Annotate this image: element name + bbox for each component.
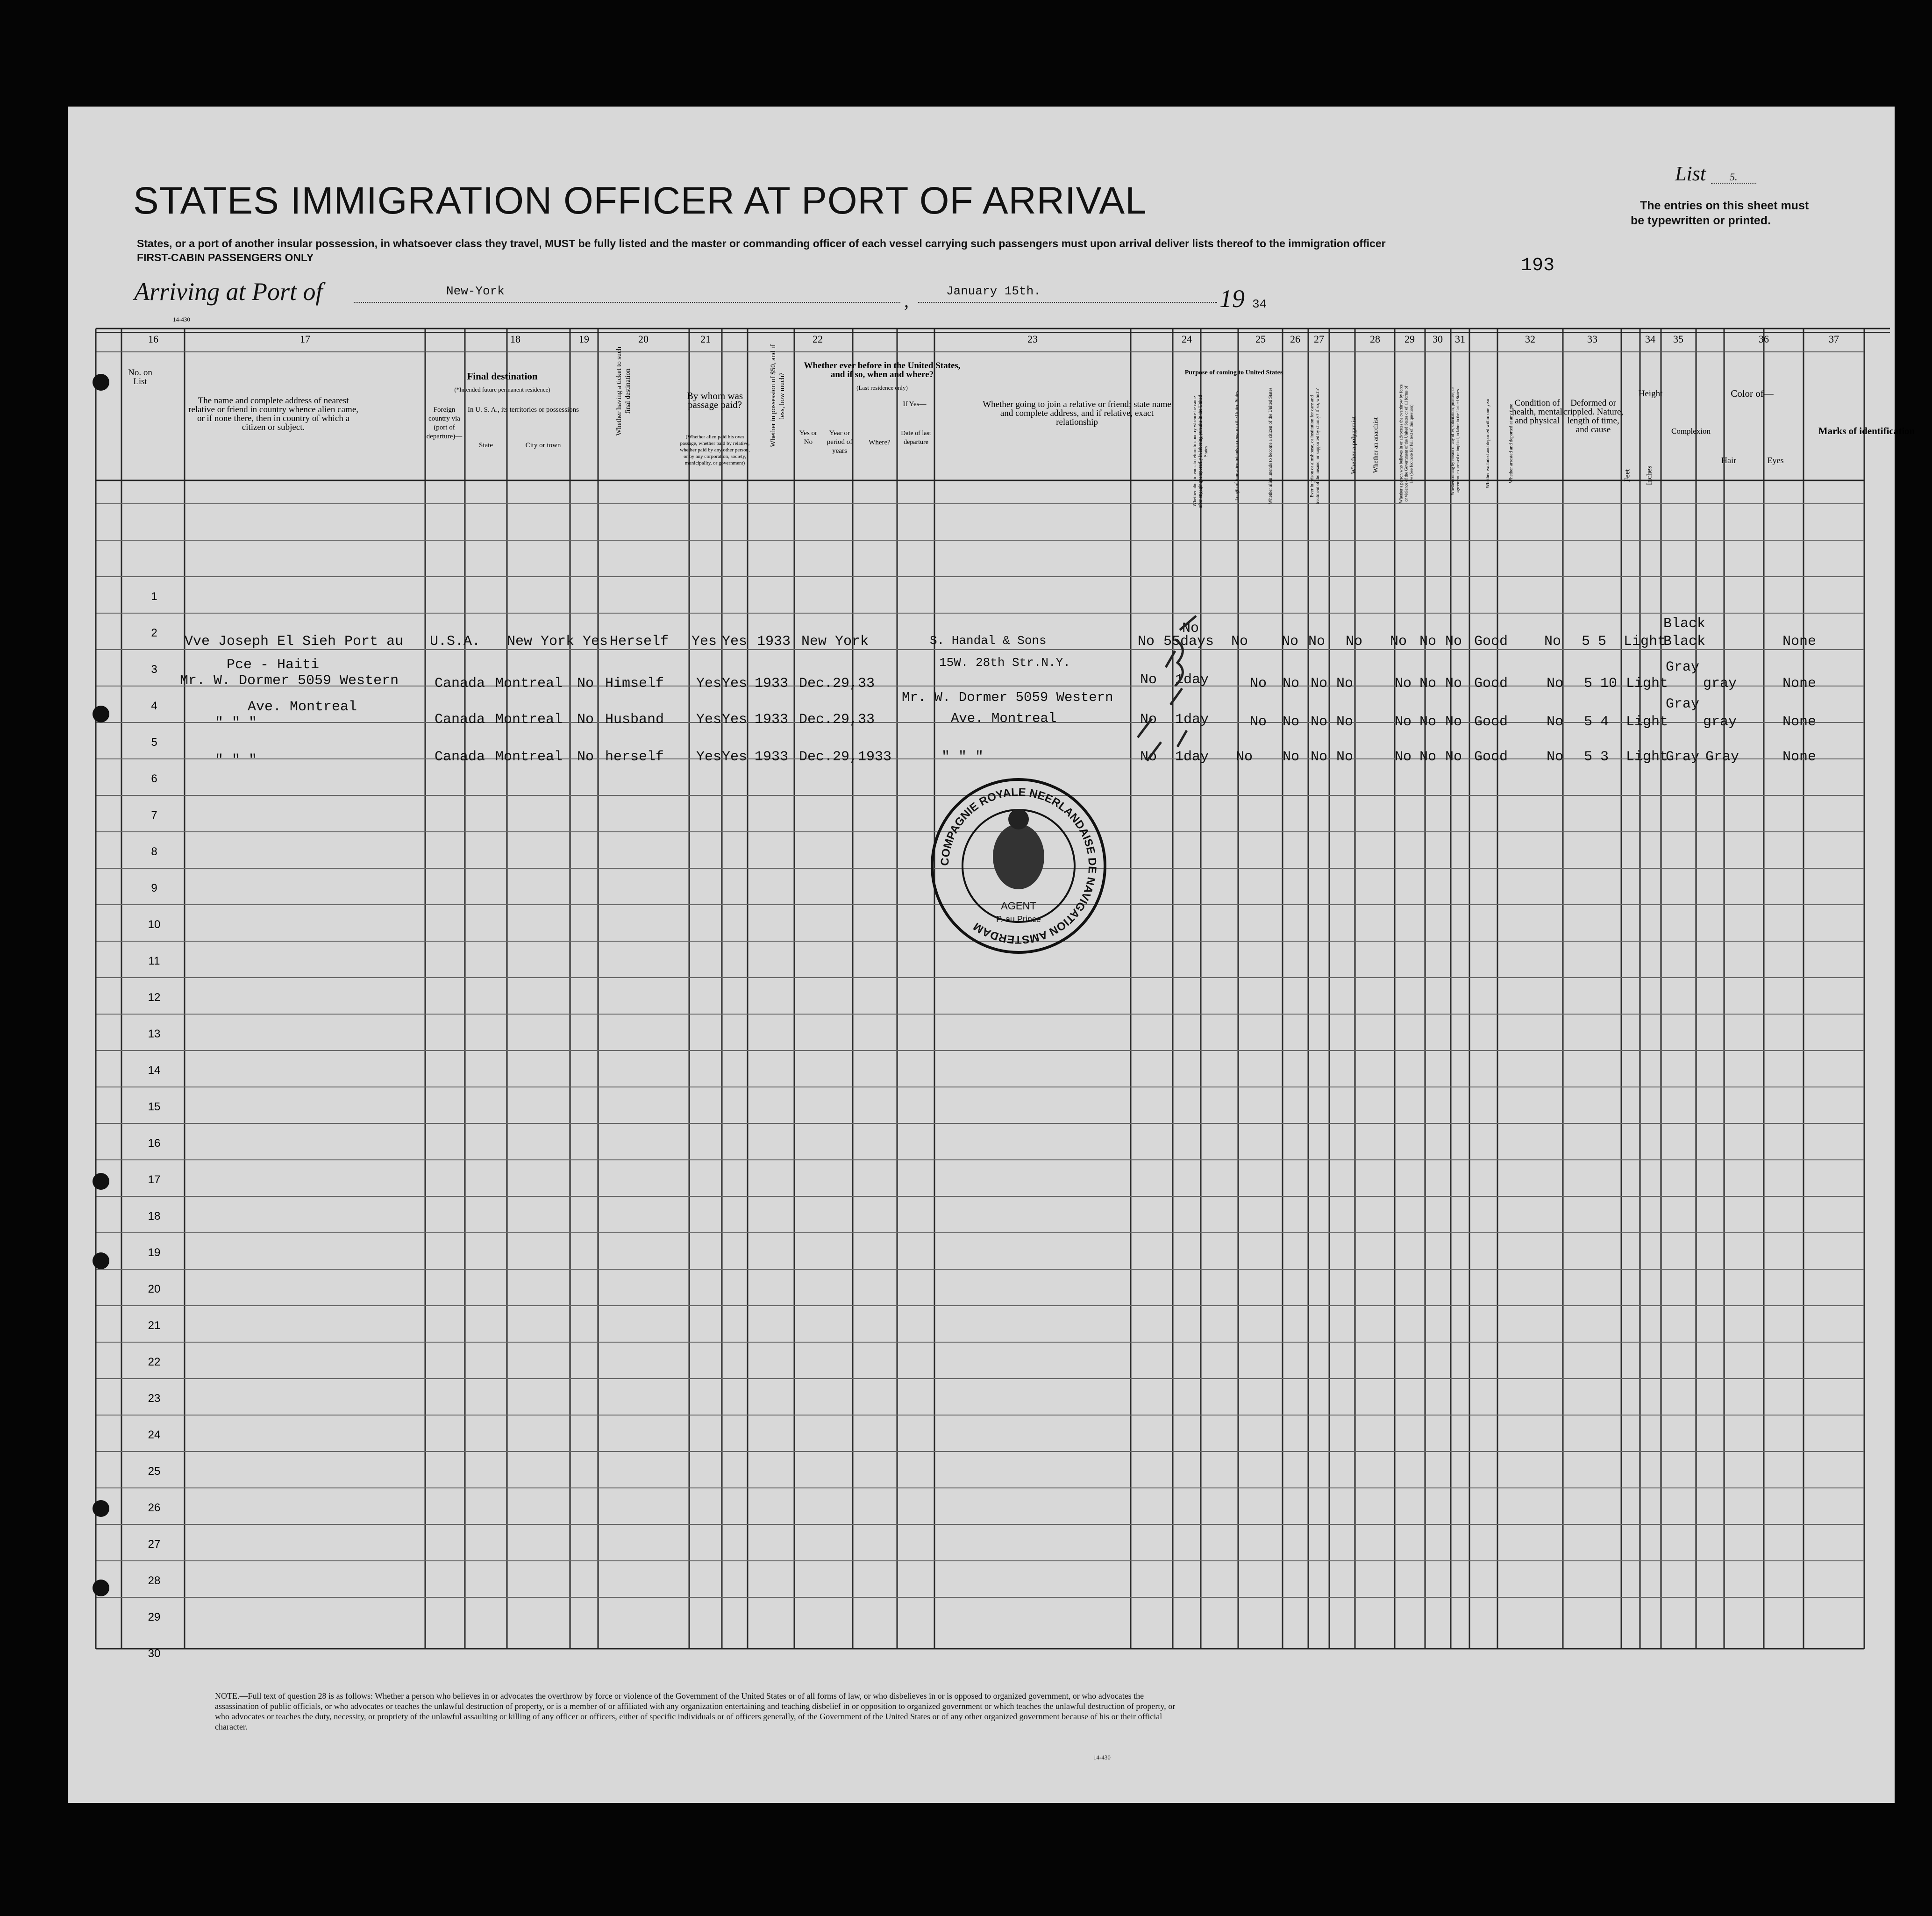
r4-ticket: No [577,749,594,765]
r1-before: Yes [722,634,748,650]
row-number: 19 [148,1246,161,1259]
row-number: 17 [148,1173,161,1186]
typewritten-note-2: be typewritten or printed. [1631,214,1771,227]
r1-polygamist: No [1282,634,1299,650]
r2-feet: 5 [1584,676,1593,692]
col22-where: Where? [869,439,891,446]
row-number: 14 [148,1064,161,1077]
r4-deported: No [1445,749,1462,765]
r2-paid-by: Himself [605,676,664,692]
column-number: 23 [1027,333,1038,345]
col36-hair: Hair [1721,456,1736,465]
r1-eyes: Black [1663,634,1706,650]
col31-head: Whether arrested and deported at any time [1509,404,1514,483]
r2-eyes: gray [1703,676,1737,692]
r3-paid-by: Husband [605,712,664,728]
list-number: 5. [1711,171,1756,184]
bracket-marks [1138,630,1198,770]
r2-hair: Gray [1666,659,1700,675]
r1-excluded: No [1419,634,1437,650]
typewritten-note-1: The entries on this sheet must [1640,199,1809,212]
col37-head: Marks of identification [1818,425,1915,436]
row-number: 27 [148,1538,161,1551]
col35-head: Complexion [1671,427,1711,436]
r4-city: Montreal [495,749,563,765]
binder-hole [93,1580,109,1596]
r2-deported: No [1445,676,1462,692]
col16-head: No. on List [128,368,152,386]
r2-health: Good [1474,676,1508,692]
column-number: 31 [1455,333,1465,345]
year-suffix: 34 [1252,297,1267,311]
r3-city: Montreal [495,712,563,728]
col24-c: Whether alien intends to become a citizen of the United States [1268,387,1273,504]
r4-before: Yes [722,749,748,765]
column-number: 17 [300,333,310,345]
r4-date: Dec.29,1933 [799,749,892,765]
r4-marks: None [1782,749,1817,765]
col18-city: City or town [525,442,561,449]
form-code-top: 14-430 [173,316,190,323]
col23-head: Whether going to join a relative or friend; state name and complete address, and if relative, exact relationship [983,400,1171,427]
column-number: 25 [1255,333,1266,345]
column-number: 33 [1587,333,1597,345]
r4-join: " " " [941,749,984,765]
r3-overthrow: No [1336,714,1354,730]
r1-paid-by: Herself [610,634,669,650]
r3-hair: Gray [1666,696,1700,712]
r4-purpose: No [1140,749,1157,765]
row-number: 11 [148,955,160,967]
r4-anarchist: No [1311,749,1328,765]
footnote: NOTE.—Full text of question 28 is as follows: Whether a person who believes in or advocates the overthrow by force or violence of the Government of the United States or of all forms of law, or who disbelieves in or is opposed to organized government, or who advocates the assassination of public officials, or who advocates or teaches the unlawful destruction of property, or is a member of or affiliated with any organization entertaining and teaching disbelief in or opposition to organized government or which teaches the unlawful destruction of property, or who advocates or teaches the duty, necessity, or propriety of the unlawful assaulting or killing of any officer or officers, either of specific individuals or of officers generally, of the Government of the United States or of any other organized government because of his or their official character. [215,1691,1176,1731]
column-number: 37 [1829,333,1839,345]
row-number: 25 [148,1465,161,1478]
r3-purpose: No [1140,712,1157,728]
column-number: 22 [813,333,823,345]
r2-fifty: Yes [696,676,722,692]
r1-complexion: Light [1624,634,1666,650]
column-number: 29 [1404,333,1415,345]
column-number: 26 [1290,333,1300,345]
row-number: 24 [148,1429,161,1441]
column-number: 34 [1645,333,1655,345]
col22-date: Date of last departure [901,430,931,446]
binder-hole [93,374,109,391]
col26-head: Whether a polygamist [1350,416,1358,474]
r3-offer: No [1395,714,1412,730]
port-value: New-York [446,284,505,298]
r2-relative: Mr. W. Dormer 5059 Western [180,673,399,689]
r3-ticket: No [577,712,594,728]
col18-foreign: Foreign country via (port of departure)— [426,406,463,440]
r1-year: 1933 [757,634,791,650]
col22-yesno: Yes or No [799,429,818,446]
year-prefix-right: 193 [1521,255,1555,276]
page-title: STATES IMMIGRATION OFFICER AT PORT OF ARRIVAL [133,179,1147,222]
column-number: 16 [148,333,158,345]
col34-head: Height [1638,389,1663,399]
r3-health: Good [1474,714,1508,730]
r2-inches: 10 [1600,676,1618,692]
row-number: 18 [148,1210,161,1223]
r3-fifty: Yes [696,712,722,728]
r3-length: 1day [1175,712,1209,728]
binder-hole [93,706,109,722]
col22-year: Year or period of years [827,429,853,455]
r3-anarchist: No [1311,714,1328,730]
r4-paid-by: herself [605,749,664,765]
subtitle: States, or a port of another insular possession, in whatsoever class they travel, MUST be fully listed and the master or commanding officer of each vessel carrying such passengers must upon arrival deliver lists thereof to the immigration officer [137,237,1386,250]
r2-prison: No [1250,676,1267,692]
r2-year: 1933 [755,676,789,692]
r4-inches: 3 [1600,749,1609,765]
column-number: 36 [1759,333,1769,345]
r2-polygamist: No [1283,676,1300,692]
col19-head: Whether having a ticket to such final destination [615,346,632,436]
r1-offer: No [1390,634,1407,650]
r3-complexion: Light [1626,714,1668,730]
r1-deformed: No [1544,634,1561,650]
year-prefix: 19 [1219,285,1245,313]
r4-complexion: Light [1626,749,1668,765]
r4-offer: No [1395,749,1412,765]
col22-ifyes: If Yes— [903,400,927,408]
row-number: 16 [148,1137,161,1150]
r4-eyes: Gray [1705,749,1740,765]
r1-purpose-top: No [1182,621,1199,636]
r2-foreign: Canada [435,676,485,692]
row-number: 15 [148,1101,161,1113]
row-number: 4 [151,700,157,712]
column-number: 18 [510,333,520,345]
r3-excluded: No [1419,714,1437,730]
col36-head: Color of— [1731,388,1774,399]
r3-marks: None [1782,714,1817,730]
r3-prison: No [1250,714,1267,730]
form-code-bottom: 14-430 [1093,1754,1111,1761]
r4-year: 1933 [755,749,789,765]
r3-relative-top: Ave. Montreal [248,699,357,715]
r1-inches: 5 [1598,634,1607,650]
r3-relative: " " " [215,715,257,731]
r2-offer: No [1395,676,1412,692]
col34-feet: Feet [1623,469,1632,482]
binder-hole [93,1252,109,1269]
r1-ticket: Yes [583,634,608,650]
r1-length: 55days [1163,634,1214,650]
list-label: List 5. [1675,162,1756,186]
r4-overthrow: No [1336,749,1354,765]
r1-marks: None [1782,634,1817,650]
column-number: 30 [1433,333,1443,345]
r4-foreign: Canada [435,749,485,765]
r1-deported: No [1445,634,1462,650]
manifest-sheet [68,107,1915,1803]
col18-sub: (*Intended future permanent residence) [454,386,550,393]
row-number: 20 [148,1283,161,1295]
r4-deformed: No [1547,749,1564,765]
company-stamp [927,775,1110,957]
r3-foreign: Canada [435,712,485,728]
r2-overthrow: No [1336,676,1354,692]
r3-eyes: gray [1703,714,1737,730]
r1-feet: 5 [1582,634,1590,650]
r3-before: Yes [722,712,748,728]
col24-b: Length of time alien intends to remain in the United States [1234,391,1240,501]
col17-head: The name and complete address of nearest relative or friend in country whence alien came, or if none there, then in country of which a citizen or subject. [188,396,358,432]
r2-length: 1day [1175,672,1209,688]
r4-feet: 5 [1584,749,1593,765]
stamp-agent: AGENT [1001,900,1036,912]
col18-head: Final destination [467,371,538,382]
r2-marks: None [1782,676,1817,692]
column-number: 32 [1525,333,1535,345]
r3-year: 1933 [755,712,789,728]
column-number: 28 [1370,333,1380,345]
binder-hole [93,1173,109,1190]
col28-head: Whether a person who believes in or advocates the overthrow by force or violence of the Government of the United States or of all forms of law (See footnote for full text of this question) [1398,384,1414,503]
r2-join-top: 15W. 28th Str.N.Y. [939,656,1070,670]
column-number: 24 [1182,333,1192,345]
r4-excluded: No [1419,749,1437,765]
r3-deformed: No [1547,714,1564,730]
row-number: 6 [151,772,157,785]
row-number: 30 [148,1647,161,1660]
col22-head: Whether ever before in the United States, and if so, when and where? [804,361,961,379]
col27-head: Whether an anarchist [1372,417,1380,473]
column-number: 20 [638,333,649,345]
date-value: January 15th. [946,284,1041,298]
arriving-label: Arriving at Port of [134,278,323,306]
column-number: 21 [700,333,711,345]
stamp-place: P. au Prince [996,915,1041,924]
row-number: 28 [148,1574,161,1587]
col36-eyes: Eyes [1767,456,1784,465]
r3-polygamist: No [1283,714,1300,730]
row-number: 10 [148,918,161,931]
col25-head: Ever in prison or almshouse, or institution for care and treatment of the insane, or supported by charity? If so, which? [1310,388,1320,505]
col30-head: Whether excluded and deported within one year [1485,398,1490,489]
r2-excluded: No [1419,676,1437,692]
r1-purpose: No [1138,634,1155,650]
r4-hair: Gray [1666,749,1700,765]
row-number: 7 [151,809,157,822]
column-number: 19 [579,333,589,345]
r1-overthrow: No [1346,634,1363,650]
row-number: 3 [151,663,157,676]
col33-head: Deformed or crippled. Nature, length of time, and cause [1563,398,1624,435]
col32-head: Condition of health, mental and physical [1512,398,1562,426]
col20-sub: (Whether alien paid his own passage, whether paid by relative, whether paid by any other person, or by any corporation, society, municipality, or government) [680,434,750,466]
col29-head: Whether coming by reason of any offer, solicitation, promise, or agreement, expressed or implied, to labor in the United States [1450,387,1460,495]
r1-city: New York [507,634,575,650]
r3-feet: 5 [1584,714,1593,730]
row-number: 13 [148,1028,161,1040]
col21-head: Whether in possession of $50, and if less, how much? [770,344,786,447]
binder-hole [93,1500,109,1517]
r4-health: Good [1474,749,1508,765]
r2-deformed: No [1547,676,1564,692]
r1-foreign: U.S.A. [430,634,481,650]
column-number: 35 [1673,333,1683,345]
col20-head: By whom was passage paid? [686,390,743,410]
r4-length: 1day [1175,749,1209,765]
row-number: 2 [151,627,157,639]
column-number: 27 [1314,333,1324,345]
r1-relative: Vve Joseph El Sieh Port au [185,634,404,650]
row-number: 21 [148,1319,161,1332]
r1-fifty: Yes [692,634,717,650]
row-number: 8 [151,845,157,858]
col22-sub: (Last residence only) [856,384,908,391]
r2-city: Montreal [495,676,563,692]
row-number: 22 [148,1356,161,1368]
col18-usa: In U. S. A., its territories or possessions [468,406,579,414]
r4-polygamist: No [1283,749,1300,765]
row-number: 29 [148,1611,161,1623]
r2-relative-top: Pce - Haiti [227,657,320,673]
r1-prison: No [1231,634,1248,650]
r3-join-top: Mr. W. Dormer 5059 Western [902,690,1113,705]
r1-health: Good [1474,634,1508,650]
row-number: 23 [148,1392,161,1405]
r3-date: Dec.29,33 [799,712,875,728]
col34-inches: Inches [1645,465,1654,486]
r1-join: S. Handal & Sons [930,634,1047,648]
row-number: 1 [151,590,157,603]
r2-before: Yes [722,676,748,692]
r3-join: Ave. Montreal [951,711,1057,726]
row-number: 9 [151,882,157,894]
stamp-ring-text: COMPAGNIE ROYALE NEERLANDAISE DE NAVIGATION AMSTERDAM [938,786,1099,946]
r4-prison: No [1236,749,1253,765]
comma-1: , [904,290,909,311]
class-line: FIRST-CABIN PASSENGERS ONLY [137,251,314,264]
r4-fifty: Yes [696,749,722,765]
r1-anarchist: No [1308,634,1326,650]
r2-anarchist: No [1311,676,1328,692]
r4-relative: " " " [215,752,257,768]
r1-where: New York [801,634,869,650]
col24-a: Whether alien intends to return to country whence he came after engaging temporarily in laboring pursuits in the United States [1192,395,1209,508]
row-number: 5 [151,736,157,749]
col18-state: State [479,442,493,449]
r2-date: Dec.29,33 [799,676,875,692]
r1-hair: Black [1663,616,1706,632]
r3-inches: 4 [1600,714,1609,730]
r3-deported: No [1445,714,1462,730]
row-number: 26 [148,1501,161,1514]
r2-complexion: Light [1626,676,1668,692]
r2-purpose: No [1140,672,1157,688]
row-number: 12 [148,991,161,1004]
r2-ticket: No [577,676,594,692]
col24-head: Purpose of coming to United States [1184,369,1283,376]
